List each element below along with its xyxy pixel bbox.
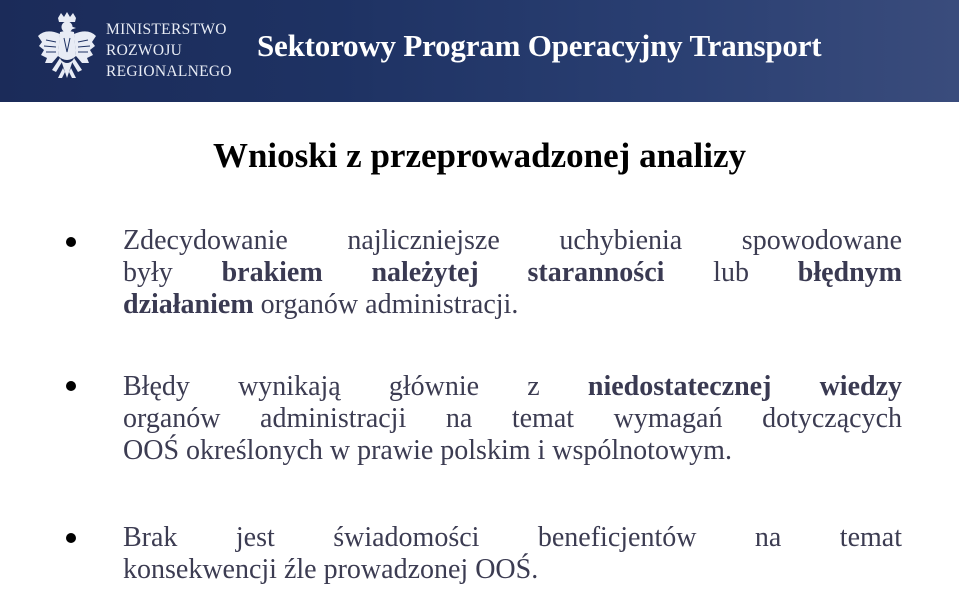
bullet-2-line-1: Błędy wynikają głównie z niedostatecznej wiedzy — [123, 371, 903, 402]
ministry-name — [106, 19, 232, 82]
bullet-1-line-2: były brakiem należytej staranności lub błędnym — [123, 257, 902, 288]
bullet-text-2 — [123, 371, 902, 467]
emphasis-dzialaniem: działaniem — [123, 289, 254, 320]
ministry-line-2: ROZWOJU — [106, 42, 183, 59]
bullet-1-line-3: działaniem organów administracji. — [123, 289, 519, 320]
bullet-2-line-2: organów administracji na temat wymagań dotyczących — [123, 403, 902, 434]
emphasis-niedostatecznej-wiedzy: niedostatecznej wiedzy — [587, 371, 903, 402]
ministry-line-3: REGIONALNEGO — [106, 63, 232, 80]
bullet-dot-1 — [66, 237, 76, 247]
bullet-3-line-1: Brak jest świadomości beneficjentów na temat — [123, 522, 902, 553]
bullet-text-1 — [123, 225, 902, 321]
bullet-1-line-1: Zdecydowanie najliczniejsze uchybienia spowodowane — [123, 225, 902, 256]
emphasis-brakiem: brakiem należytej staranności — [221, 257, 665, 288]
header-banner — [0, 0, 959, 102]
emphasis-bledny: błędnym — [797, 257, 902, 288]
program-title: Sektorowy Program Operacyjny Transport — [257, 28, 822, 63]
ministry-line-1: MINISTERSTWO — [106, 21, 227, 38]
bullet-3-line-2: konsekwencji źle prowadzonej OOŚ. — [123, 554, 539, 585]
slide-title: Wnioski z przeprowadzonej analizy — [212, 136, 747, 175]
bullet-2-line-3: OOŚ określonych w prawie polskim i wspólnotowym. — [123, 435, 732, 466]
bullet-dot-2 — [66, 381, 76, 391]
bullet-dot-3 — [66, 533, 76, 543]
bullet-text-3 — [123, 522, 902, 586]
eagle-icon — [36, 12, 98, 88]
